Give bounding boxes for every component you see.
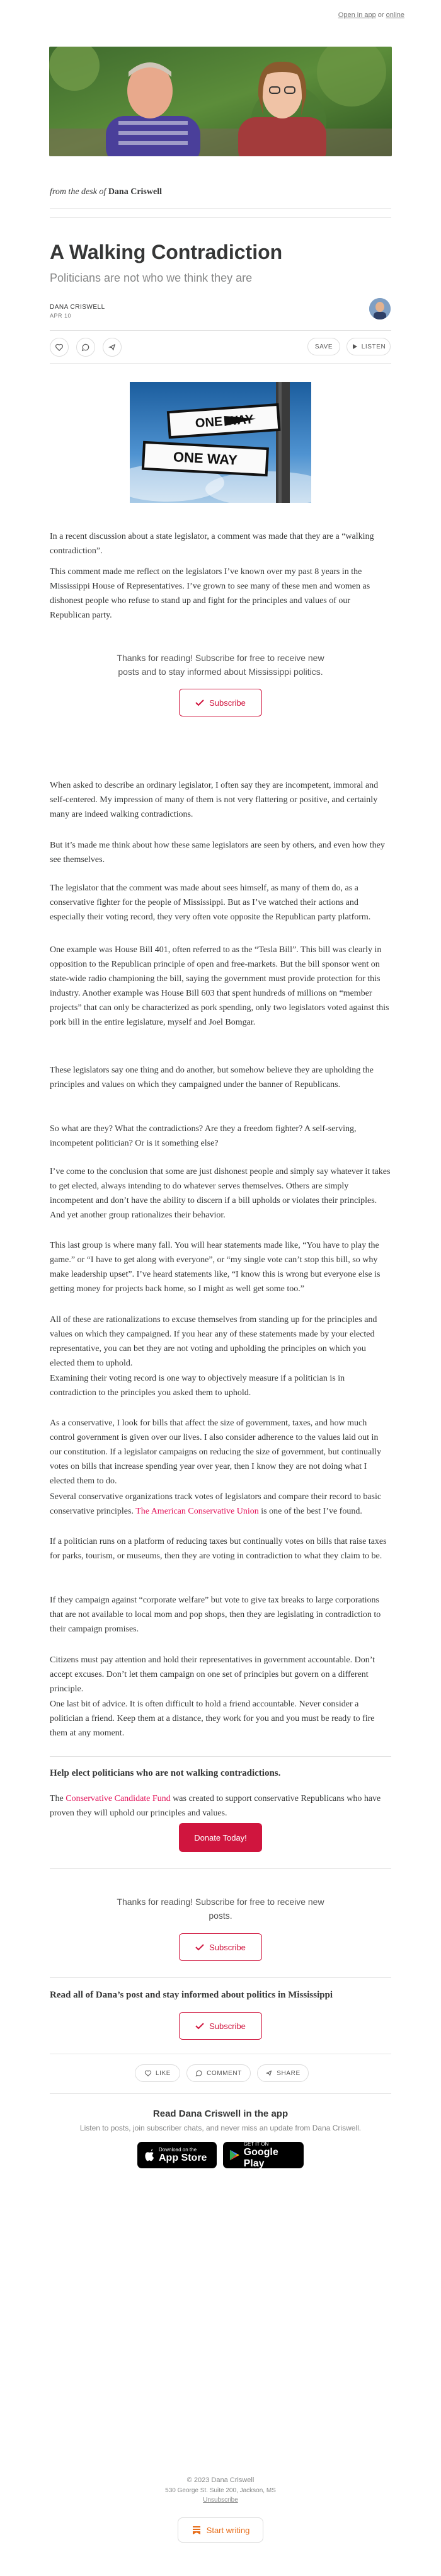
footer-share-button[interactable] — [257, 2064, 309, 2082]
help-heading: Help elect politicians who are not walking contradictions. — [50, 1768, 281, 1778]
sign-top-text: ONE WAY — [195, 412, 255, 431]
listen-button[interactable] — [346, 338, 391, 355]
paragraph: This comment made me reflect on the legislators I’ve known over my past 8 years in the Mississippi House of Representatives. I’ve grown to see many of these men and women as dishonest people who refuse to stand up and fight for the principles and values of our Republican party. — [50, 567, 370, 620]
post-subtitle: Politicians are not who we think they are — [50, 272, 253, 284]
hero-photo-illustration — [49, 47, 392, 156]
subscribe-button[interactable] — [179, 1933, 262, 1961]
post-date: APR 10 — [50, 313, 72, 319]
share-label: SHARE — [277, 2069, 301, 2077]
paragraph: Citizens must pay attention and hold their representatives in government accountable. Don’t accept excuses. Don’t let them campaign on one set of principles but govern on a different principle. — [50, 1655, 375, 1694]
play-icon — [352, 343, 358, 350]
comment-icon — [195, 2069, 203, 2077]
start-writing-button[interactable] — [178, 2517, 263, 2543]
copyright: © 2023 Dana Criswell — [186, 2476, 255, 2484]
avatar-image — [369, 298, 391, 319]
google-play-small: GET IT ON — [243, 2141, 269, 2147]
paragraph: But it’s made me think about how these same legislators are seen by others, and even how they see themselves. — [50, 841, 385, 865]
subscribe-prompt: Thanks for reading! Subscribe for free to receive new posts. — [117, 1897, 324, 1921]
google-play-text — [244, 2141, 297, 2170]
substack-logo-icon — [192, 2525, 202, 2535]
read-all-heading: Read all of Dana’s post and stay informed about politics in Mississippi — [50, 1990, 333, 2000]
divider — [50, 208, 391, 209]
divider — [50, 1756, 391, 1757]
divider — [50, 2093, 391, 2094]
byline — [50, 187, 162, 197]
sign-bottom-text: ONE WAY — [173, 449, 238, 468]
paragraph: As a conservative, I look for bills that affect the size of government, taxes, and how much control government is given over our lives. I also consider adherence to the values laid out in our constitution. If a legislator campaigns on reducing the size of government, but continually votes on bills that increase spending year over year, then I know they are not doing what I elected them to do. — [50, 1418, 382, 1486]
top-bar — [0, 11, 441, 21]
divider — [50, 217, 391, 218]
divider — [50, 1868, 391, 1869]
comment-button[interactable] — [76, 338, 95, 357]
acu-link[interactable]: The American Conservative Union — [135, 1507, 259, 1516]
help-text-after: was created to support conservative Republicans who have proven they will uphold our principles and values. — [50, 1794, 381, 1818]
subscribe-button-label: Subscribe — [209, 2021, 246, 2031]
post-author[interactable]: DANA CRISWELL — [50, 304, 105, 311]
comment-label: COMMENT — [207, 2069, 242, 2077]
paragraph: I’ve come to the conclusion that some are just dishonest people and simply say whatever it takes to get elected, always intending to do whatever serves themselves. Others are simply incompetent and don’t have the ability to discern if a bill upholds or violates their principles. And yet another group rationalizes their behavior. — [50, 1167, 391, 1220]
divider — [50, 363, 391, 364]
checkmark-icon — [195, 1943, 204, 1951]
comment-icon — [81, 343, 90, 352]
share-icon — [108, 343, 117, 352]
post-title: A Walking Contradiction — [50, 241, 283, 263]
open-in-app-link[interactable]: Open in app — [338, 11, 376, 19]
address: 530 George St. Suite 200, Jackson, MS — [165, 2487, 276, 2494]
app-store-badge[interactable] — [137, 2142, 217, 2168]
paragraph: So what are they? What the contradictions? Are they a freedom fighter? A self-serving, incompetent politician? Or is it something else? — [50, 1124, 357, 1148]
share-icon — [265, 2069, 273, 2077]
top-links — [338, 11, 404, 19]
google-play-icon — [229, 2149, 240, 2161]
subscribe-button[interactable] — [179, 2012, 262, 2040]
subscribe-prompt: Thanks for reading! Subscribe for free to receive new posts and to stay informed about Mississippi politics. — [117, 653, 324, 677]
start-writing-label: Start writing — [206, 2525, 250, 2535]
subscribe-button-label: Subscribe — [209, 698, 246, 708]
hero-photo — [49, 47, 392, 156]
paragraph: All of these are rationalizations to excuse themselves from standing up for the principles and values on which they campaigned. If you hear any of these statements made by your elected representative, you can bet they are not voting and upholding the principles on which you elected them to uphold. — [50, 1315, 377, 1368]
save-label: SAVE — [314, 343, 333, 350]
byline-name: Dana Criswell — [108, 187, 162, 197]
one-way-signs-image — [130, 382, 311, 503]
unsubscribe-link[interactable]: Unsubscribe — [203, 2497, 238, 2504]
like-label: LIKE — [155, 2069, 171, 2077]
heart-icon — [144, 2069, 152, 2077]
subscribe-button[interactable] — [179, 689, 262, 716]
like-button[interactable] — [50, 338, 69, 357]
paragraph: One last bit of advice. It is often difficult to hold a friend accountable. Never consider a politician a friend. Keep them at a distance, they work for you and you must be ready to fire them at any moment. — [50, 1699, 375, 1738]
app-promo-text: Listen to posts, join subscriber chats, and never miss an update from Dana Criswell. — [79, 2124, 362, 2132]
conservative-candidate-fund-link[interactable]: Conservative Candidate Fund — [66, 1794, 171, 1803]
donate-button[interactable] — [179, 1823, 262, 1852]
paragraph: If they campaign against “corporate welfare” but vote to give tax breaks to large corporations that are not available to local mom and pop shops, then they are legislating in contradiction to their campaign promises. — [50, 1596, 381, 1634]
acu-text-before: Several conservative organizations track votes of legislators and compare their record to basic conservative principles. — [50, 1492, 382, 1516]
app-store-small: Download on the — [159, 2146, 197, 2153]
paragraph: Examining their voting record is one way to objectively measure if a politician is in contradiction to the principles you asked them to uphold. — [50, 1374, 345, 1398]
google-play-big: Google Play — [243, 2146, 278, 2169]
acu-text-after: is one of the best I’ve found. — [258, 1507, 362, 1516]
paragraph — [50, 1490, 391, 1519]
listen-label: LISTEN — [361, 343, 386, 350]
help-paragraph — [50, 1791, 391, 1820]
paragraph: These legislators say one thing and do another, but somehow believe they are upholding the principles and values on which they campaigned under the banner of Republicans. — [50, 1066, 374, 1090]
author-avatar[interactable] — [369, 298, 391, 319]
one-way-signs-illustration — [130, 382, 311, 503]
divider — [50, 330, 391, 331]
app-store-big: App Store — [159, 2152, 207, 2163]
paragraph: When asked to describe an ordinary legislator, I often say they are incompetent, immoral and self-centered. My impression of many of them is not very flattering or positive, and certainly many are indeed walking contradictions. — [50, 781, 379, 819]
apple-icon — [144, 2149, 155, 2161]
app-promo-title: Read Dana Criswell in the app — [152, 2108, 289, 2119]
paragraph: This last group is where many fall. You will hear statements made like, “You have to play the game.” or “I have to get along with everyone”, or “my single vote can’t stop this bill, so why make leadership upset”. I’ve heard statements like, “I know this is wrong but everyone else is getting money for projects back home, so I might as well get some too.” — [50, 1241, 381, 1294]
footer-like-button[interactable] — [135, 2064, 180, 2082]
checkmark-icon — [195, 699, 204, 706]
google-play-badge[interactable] — [223, 2142, 304, 2168]
help-text-before: The — [50, 1794, 66, 1803]
paragraph: One example was House Bill 401, often referred to as the “Tesla Bill”. This bill was clearly in opposition to the Republican principle of open and free-markets. But the bill sponsor went on state-wide radio championing the bill, saying the government must provide protection for this industry. Another example was House Bill 603 that spent hundreds of millions on “member projects” that can only be characterized as pork spending, only two legislators voted against this pork bill in the entire legislature, myself and Joel Bomgar. — [50, 945, 389, 1027]
share-button[interactable] — [103, 338, 122, 357]
paragraph: In a recent discussion about a state legislator, a comment was made that they are a “walking contradiction”. — [50, 532, 374, 556]
save-button[interactable] — [307, 338, 340, 355]
donate-button-label: Donate Today! — [194, 1832, 247, 1843]
paragraph: If a politician runs on a platform of reducing taxes but continually votes on bills that raise taxes for parks, tourism, or museums, then they are voting in contradiction to what they claim to be. — [50, 1537, 387, 1561]
top-links-separator: or — [375, 11, 386, 19]
byline-prefix: from the desk of — [50, 187, 108, 197]
footer-comment-button[interactable] — [186, 2064, 251, 2082]
paragraph: The legislator that the comment was made about sees himself, as many of them do, as a conservative fighter for the people of Mississippi. But as I’ve watched their actions and especially their voting record, they very often vote opposite the Republican party platform. — [50, 883, 371, 922]
view-online-link[interactable]: online — [386, 11, 404, 19]
app-store-text — [159, 2147, 207, 2164]
checkmark-icon — [195, 2022, 204, 2030]
subscribe-button-label: Subscribe — [209, 1942, 246, 1952]
divider — [50, 1977, 391, 1978]
heart-icon — [55, 343, 64, 352]
